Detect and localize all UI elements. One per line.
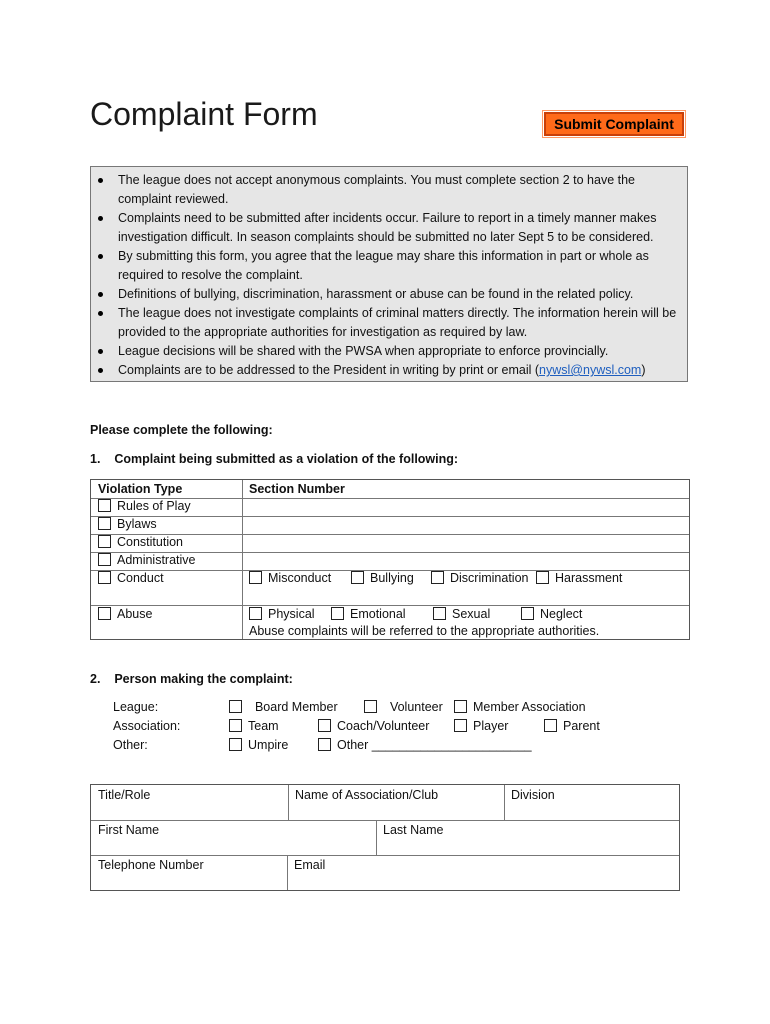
harassment-option[interactable]: [536, 571, 622, 585]
rules-of-play-label: Rules of Play: [117, 499, 191, 513]
league-label: League:: [113, 700, 159, 714]
abuse-option[interactable]: [98, 607, 152, 621]
section-2-heading: 2. Person making the complaint:: [90, 672, 293, 686]
bylaws-label: Bylaws: [117, 517, 157, 531]
coach-volunteer-checkbox[interactable]: [318, 719, 331, 732]
member-association-option[interactable]: [454, 700, 586, 714]
violation-row-administrative: [91, 552, 689, 571]
last-name-field[interactable]: Last Name: [383, 823, 444, 837]
email-field[interactable]: Email: [294, 858, 326, 872]
note-item: Definitions of bullying, discrimination, harassment or abuse can be found in the related policy.: [118, 285, 681, 304]
violation-type-header: Violation Type: [98, 482, 183, 496]
other-checkbox[interactable]: [318, 738, 331, 751]
sexual-option[interactable]: [433, 607, 490, 621]
neglect-label: Neglect: [540, 607, 583, 621]
board-member-checkbox[interactable]: [229, 700, 242, 713]
details-row-3: [91, 855, 679, 890]
cell-divider: [287, 855, 288, 890]
violation-row-constitution: [91, 534, 689, 553]
member-association-label: Member Association: [473, 700, 586, 714]
physical-label: Physical: [268, 607, 315, 621]
constitution-label: Constitution: [117, 535, 184, 549]
coach-volunteer-option[interactable]: [318, 719, 429, 733]
please-complete-heading: Please complete the following:: [90, 423, 273, 437]
instructions-box: [90, 166, 688, 382]
first-name-field[interactable]: First Name: [98, 823, 160, 837]
team-label: Team: [248, 719, 279, 733]
discrimination-checkbox[interactable]: [431, 571, 444, 584]
discrimination-option[interactable]: [431, 571, 529, 585]
player-label: Player: [473, 719, 509, 733]
violation-row-abuse: [91, 605, 689, 639]
player-option[interactable]: [454, 719, 508, 733]
volunteer-checkbox[interactable]: [364, 700, 377, 713]
violation-row-conduct: [91, 570, 689, 606]
physical-checkbox[interactable]: [249, 607, 262, 620]
abuse-label: Abuse: [117, 607, 153, 621]
physical-option[interactable]: [249, 607, 315, 621]
cell-divider: [288, 785, 289, 820]
note-item: League decisions will be shared with the PWSA when appropriate to enforce provincially.: [118, 342, 681, 361]
conduct-option[interactable]: [98, 571, 164, 585]
discrimination-label: Discrimination: [450, 571, 529, 585]
other-label: Other:: [113, 738, 148, 752]
association-label: Association:: [113, 719, 181, 733]
rules-of-play-option[interactable]: [98, 499, 191, 513]
emotional-checkbox[interactable]: [331, 607, 344, 620]
umpire-option[interactable]: [229, 738, 288, 752]
association-club-field[interactable]: Name of Association/Club: [295, 788, 439, 802]
volunteer-label: Volunteer: [389, 700, 443, 714]
bullying-checkbox[interactable]: [351, 571, 364, 584]
misconduct-option[interactable]: [249, 571, 331, 585]
harassment-checkbox[interactable]: [536, 571, 549, 584]
emotional-option[interactable]: [331, 607, 406, 621]
team-checkbox[interactable]: [229, 719, 242, 732]
emotional-label: Emotional: [350, 607, 406, 621]
email-link[interactable]: nywsl@nywsl.com: [539, 363, 642, 377]
division-field[interactable]: Division: [511, 788, 555, 802]
contact-details-table: [90, 784, 680, 891]
telephone-field[interactable]: Telephone Number: [98, 858, 204, 872]
board-member-option[interactable]: [229, 700, 338, 714]
note-item: The league does not investigate complaints of criminal matters directly. The information herein will be provided to the appropriate authorities for investigation as required by law.: [118, 304, 681, 342]
administrative-checkbox[interactable]: [98, 553, 111, 566]
bullying-option[interactable]: [351, 571, 414, 585]
misconduct-label: Misconduct: [268, 571, 332, 585]
board-member-label: Board Member: [254, 700, 338, 714]
submit-complaint-button[interactable]: Submit Complaint: [544, 112, 684, 136]
bylaws-checkbox[interactable]: [98, 517, 111, 530]
note-item: Complaints need to be submitted after incidents occur. Failure to report in a timely manner makes investigation difficult. In season complaints should be submitted no later Sept 5 to be considered.: [118, 209, 681, 247]
note-contact-suffix: ): [641, 363, 646, 377]
violation-row-bylaws: [91, 516, 689, 535]
administrative-option[interactable]: [98, 553, 196, 567]
harassment-label: Harassment: [555, 571, 623, 585]
member-association-checkbox[interactable]: [454, 700, 467, 713]
cell-divider: [504, 785, 505, 820]
conduct-checkbox[interactable]: [98, 571, 111, 584]
cell-divider: [376, 820, 377, 855]
abuse-note: Abuse complaints will be referred to the appropriate authorities.: [249, 624, 600, 638]
misconduct-checkbox[interactable]: [249, 571, 262, 584]
neglect-option[interactable]: [521, 607, 582, 621]
title-role-field[interactable]: Title/Role: [98, 788, 151, 802]
details-row-2: [91, 820, 679, 856]
bylaws-option[interactable]: [98, 517, 157, 531]
other-option[interactable]: [318, 738, 532, 752]
umpire-label: Umpire: [248, 738, 289, 752]
parent-checkbox[interactable]: [544, 719, 557, 732]
note-item-contact: [118, 361, 681, 380]
abuse-checkbox[interactable]: [98, 607, 111, 620]
violation-table: [90, 479, 690, 640]
constitution-checkbox[interactable]: [98, 535, 111, 548]
other-label-field[interactable]: Other _______________________: [337, 738, 532, 752]
rules-of-play-checkbox[interactable]: [98, 499, 111, 512]
parent-option[interactable]: [544, 719, 600, 733]
section-number-header: Section Number: [249, 482, 345, 496]
sexual-checkbox[interactable]: [433, 607, 446, 620]
page-title: Complaint Form: [90, 96, 318, 132]
note-contact-prefix: Complaints are to be addressed to the President in writing by print or email (: [118, 363, 540, 377]
constitution-option[interactable]: [98, 535, 183, 549]
coach-volunteer-label: Coach/Volunteer: [337, 719, 430, 733]
section-1-heading: 1. Complaint being submitted as a violation of the following:: [90, 452, 459, 466]
neglect-checkbox[interactable]: [521, 607, 534, 620]
conduct-label: Conduct: [117, 571, 164, 585]
details-row-1: [91, 785, 679, 821]
sexual-label: Sexual: [452, 607, 491, 621]
team-option[interactable]: [229, 719, 279, 733]
volunteer-option[interactable]: [364, 700, 443, 714]
parent-label: Parent: [563, 719, 600, 733]
violation-header-row: [91, 480, 689, 499]
bullying-label: Bullying: [370, 571, 414, 585]
note-item: The league does not accept anonymous complaints. You must complete section 2 to have the complaint reviewed.: [118, 171, 681, 209]
umpire-checkbox[interactable]: [229, 738, 242, 751]
violation-row-rules-of-play: [91, 498, 689, 517]
administrative-label: Administrative: [117, 553, 196, 567]
note-item: By submitting this form, you agree that the league may share this information in part or whole as required to resolve the complaint.: [118, 247, 681, 285]
player-checkbox[interactable]: [454, 719, 467, 732]
